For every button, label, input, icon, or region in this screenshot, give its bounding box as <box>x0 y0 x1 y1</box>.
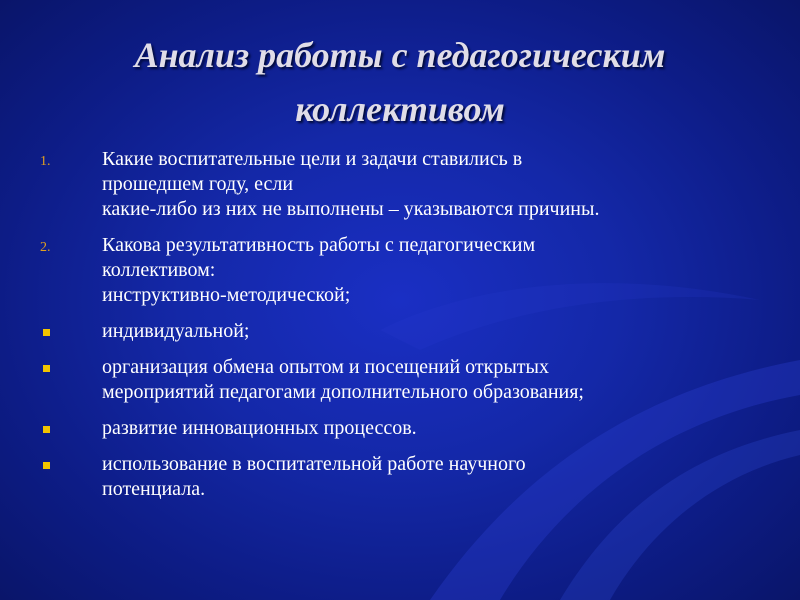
list-item-text: организация обмена опытом и посещений открытых <box>102 356 549 378</box>
slide-content-list <box>40 147 760 513</box>
list-item-text: индивидуальной; <box>102 320 250 342</box>
list-number: 2. <box>40 240 51 255</box>
list-item-text: прошедшем году, если <box>102 173 294 195</box>
list-item-text: коллективом: <box>102 259 216 281</box>
slide-title: Анализ работы с педагогическим коллективом <box>134 35 666 129</box>
list-number: 1. <box>40 154 51 169</box>
list-item <box>40 233 760 308</box>
list-item-text: использование в воспитательной работе научного <box>102 453 526 475</box>
list-item <box>40 355 760 405</box>
list-item-text: Какова результативность работы с педагогическим <box>102 234 536 256</box>
list-item-text: мероприятий педагогами дополнительного образования; <box>102 381 584 403</box>
list-item <box>40 319 760 344</box>
square-bullet-icon <box>43 365 50 372</box>
square-bullet-icon <box>43 426 50 433</box>
square-bullet-icon <box>43 329 50 336</box>
list-item-text: Какие воспитательные цели и задачи ставились в <box>102 148 523 170</box>
list-item-text: какие-либо из них не выполнены – указываются причины. <box>102 198 600 220</box>
list-item-text: инструктивно-методической; <box>102 284 351 306</box>
list-item <box>40 452 760 502</box>
square-bullet-icon <box>43 462 50 469</box>
list-item <box>40 416 760 441</box>
list-item-text: развитие инновационных процессов. <box>102 417 417 439</box>
list-item <box>40 147 760 222</box>
list-item-text: потенциала. <box>102 478 206 500</box>
